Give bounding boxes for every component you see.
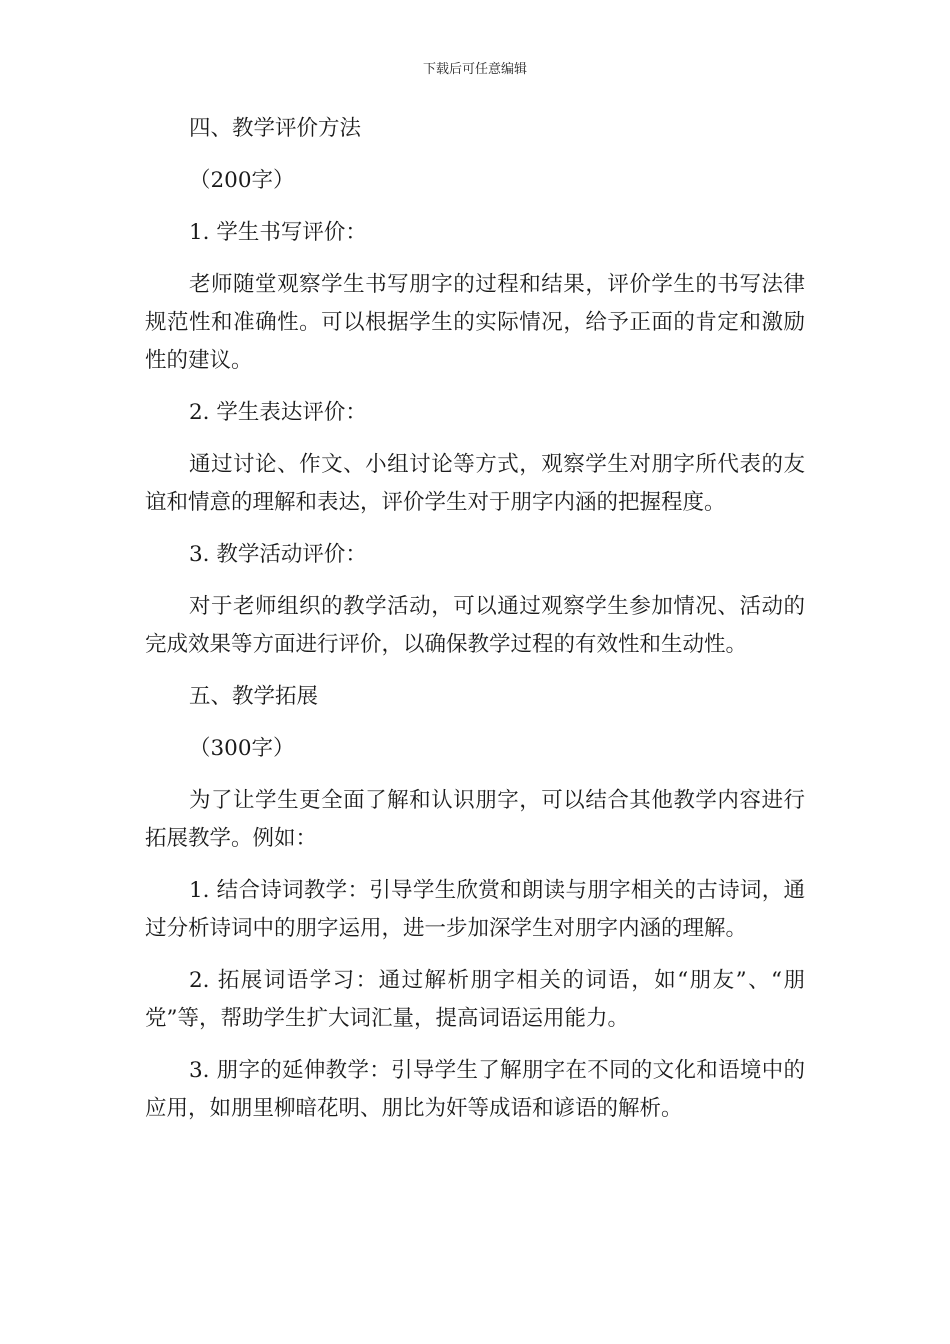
section-heading-evaluation: 四、教学评价方法 (189, 116, 362, 141)
document-body (145, 110, 805, 1142)
word-count-note: （300字） (189, 736, 295, 761)
word-count-note: （200字） (189, 168, 295, 193)
paragraph-activity-evaluation: 对于老师组织的教学活动，可以通过观察学生参加情况、活动的完成效果等方面进行评价，以确保教学过程的有效性和生动性。 (145, 594, 805, 657)
paragraph-expression-evaluation: 通过讨论、作文、小组讨论等方式，观察学生对朋字所代表的友谊和情意的理解和表达，评价学生对于朋字内涵的把握程度。 (145, 452, 805, 515)
list-item-vocabulary: 2. 拓展词语学习：通过解析朋字相关的词语，如“朋友”、“朋党”等，帮助学生扩大词汇量，提高词语运用能力。 (145, 968, 805, 1031)
subheading-writing-evaluation: 1. 学生书写评价： (189, 220, 367, 245)
paragraph-writing-evaluation: 老师随堂观察学生书写朋字的过程和结果，评价学生的书写法律规范性和准确性。可以根据学生的实际情况，给予正面的肯定和激励性的建议。 (145, 272, 805, 373)
subheading-expression-evaluation: 2. 学生表达评价： (189, 400, 367, 425)
list-item-cultural-extension: 3. 朋字的延伸教学：引导学生了解朋字在不同的文化和语境中的应用，如朋里柳暗花明、朋比为奸等成语和谚语的解析。 (145, 1058, 805, 1121)
subheading-activity-evaluation: 3. 教学活动评价： (189, 542, 367, 567)
section-heading-extension: 五、教学拓展 (189, 684, 319, 709)
paragraph-extension-intro: 为了让学生更全面了解和认识朋字，可以结合其他教学内容进行拓展教学。例如： (145, 788, 805, 851)
page-header-note: 下载后可任意编辑 (422, 62, 527, 77)
list-item-poetry: 1. 结合诗词教学：引导学生欣赏和朗读与朋字相关的古诗词，通过分析诗词中的朋字运用，进一步加深学生对朋字内涵的理解。 (145, 878, 805, 941)
